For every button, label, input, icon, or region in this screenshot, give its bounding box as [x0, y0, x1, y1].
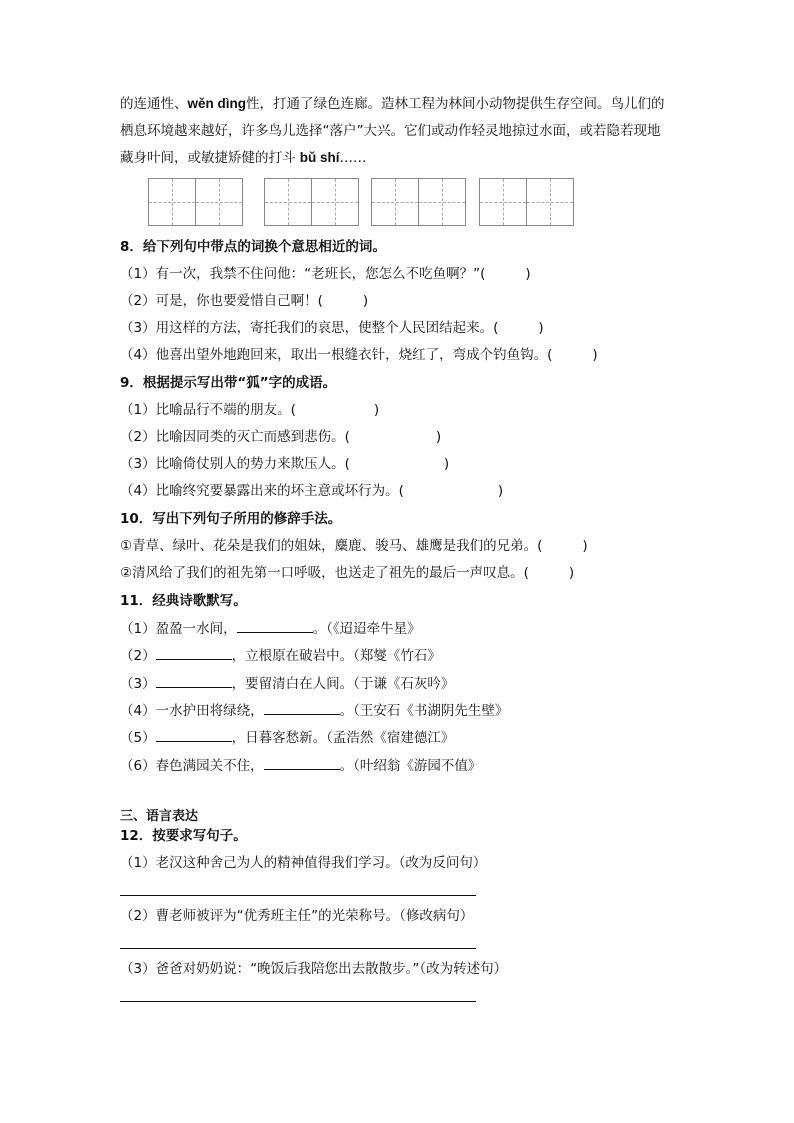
- grid-cell[interactable]: [311, 178, 359, 226]
- q11-item-3: （3） ，要留清白在人间。（于谦《石灰吟》: [120, 673, 454, 694]
- poem-blank[interactable]: [156, 645, 232, 660]
- q9-title: 9．根据提示写出带“狐”字的成语。: [120, 375, 337, 391]
- grid-cell[interactable]: [371, 178, 419, 226]
- poem-blank[interactable]: [237, 618, 313, 633]
- pinyin-bushi: bǔ shí: [299, 150, 340, 165]
- q11-item-5: （5） ，日暮客愁新。（孟浩然《宿建德江》: [120, 727, 454, 748]
- q12-item-3: （3）爸爸对奶奶说：“晚饭后我陪您出去散散步。”（改为转述句）: [120, 961, 508, 977]
- q11-item-4: （4）一水护田将绿绕， 。（王安石《书湖阴先生壁》: [120, 700, 508, 721]
- writing-grid-2[interactable]: [264, 178, 359, 226]
- q9-item-1: （1）比喻品行不端的朋友。( ): [120, 402, 380, 418]
- q11-item-1: （1）盈盈一水间， 。（《迢迢牵牛星》: [120, 618, 421, 639]
- answer-line-2[interactable]: [120, 948, 476, 949]
- q11-item-2: （2） ，立根原在破岩中。（郑燮《竹石》: [120, 645, 441, 666]
- q10-item-1: ①青草、绿叶、花朵是我们的姐妹，麋鹿、骏马、雄鹰是我们的兄弟。( ): [120, 538, 588, 554]
- writing-grid-1[interactable]: [148, 178, 243, 226]
- q12-item-2: （2）曹老师被评为“优秀班主任”的光荣称号。（修改病句）: [120, 908, 474, 924]
- answer-line-1[interactable]: [120, 895, 476, 896]
- poem-blank[interactable]: [156, 673, 232, 688]
- grid-cell[interactable]: [526, 178, 574, 226]
- grid-cell[interactable]: [195, 178, 243, 226]
- q11-title: 11．经典诗歌默写。: [120, 593, 247, 609]
- q9-item-4: （4）比喻终究要暴露出来的坏主意或坏行为。( ): [120, 483, 504, 499]
- section-3-title: 三、语言表达: [120, 809, 199, 824]
- q9-item-2: （2）比喻因同类的灭亡而感到悲伤。( ): [120, 429, 442, 445]
- grid-cell[interactable]: [264, 178, 312, 226]
- poem-blank[interactable]: [264, 700, 340, 715]
- q8-title: 8．给下列句中带点的词换个意思相近的词。: [120, 239, 386, 255]
- grid-cell[interactable]: [148, 178, 196, 226]
- q8-item-2: （2）可是，你也要爱惜自己啊！( ): [120, 293, 369, 309]
- poem-blank[interactable]: [264, 755, 340, 770]
- q10-title: 10．写出下列句子所用的修辞手法。: [120, 511, 342, 527]
- q12-title: 12．按要求写句子。: [120, 828, 247, 844]
- pinyin-wending: wěn dìng: [187, 96, 246, 111]
- q8-item-1: （1）有一次，我禁不住问他：“老班长，您怎么不吃鱼啊？”( ): [120, 266, 531, 282]
- passage-line-2: 栖息环境越来越好，许多鸟儿选择“落户”大兴。它们或动作轻灵地掠过水面，或若隐若现地: [120, 123, 661, 139]
- q9-item-3: （3）比喻倚仗别人的势力来欺压人。( ): [120, 456, 450, 472]
- q10-item-2: ②清风给了我们的祖先第一口呼吸，也送走了祖先的最后一声叹息。( ): [120, 565, 575, 581]
- passage-line-3: 藏身叶间，或敏捷矫健的打斗 bǔ shí……: [120, 150, 367, 166]
- poem-blank[interactable]: [156, 727, 232, 742]
- passage-line-1: 的连通性、wěn dìng性，打通了绿色连廊。造林工程为林间小动物提供生存空间。鸟儿们的: [120, 96, 665, 112]
- q8-item-4: （4）他喜出望外地跑回来，取出一根缝衣针，烧红了，弯成个钓鱼钩。( ): [120, 347, 598, 363]
- writing-grid-4[interactable]: [479, 178, 574, 226]
- grid-cell[interactable]: [479, 178, 527, 226]
- writing-grid-3[interactable]: [371, 178, 466, 226]
- q12-item-1: （1）老汉这种舍己为人的精神值得我们学习。（改为反问句）: [120, 855, 487, 871]
- grid-cell[interactable]: [418, 178, 466, 226]
- q8-item-3: （3）用这样的方法，寄托我们的哀思，使整个人民团结起来。( ): [120, 320, 544, 336]
- q11-item-6: （6）春色满园关不住， 。（叶绍翁《游园不值》: [120, 755, 481, 776]
- answer-line-3[interactable]: [120, 1001, 476, 1002]
